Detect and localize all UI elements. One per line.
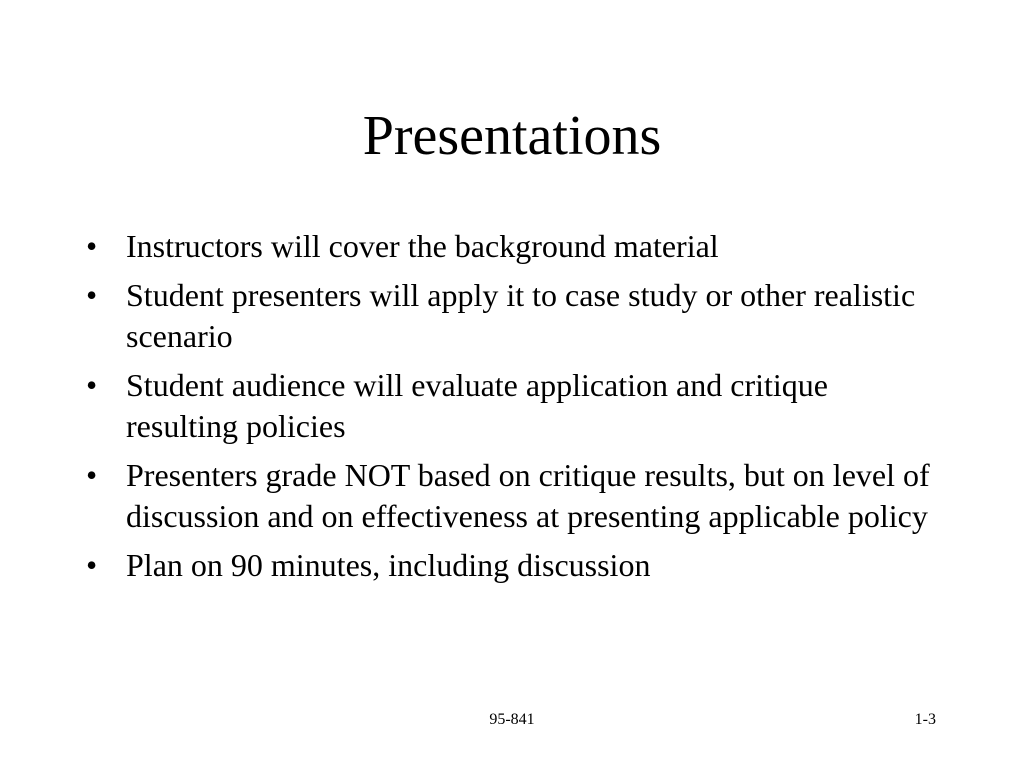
bullet-icon: • <box>86 457 98 493</box>
bullet-icon: • <box>86 228 98 264</box>
bullet-item <box>86 455 946 537</box>
bullet-text: Student presenters will apply it to case study or other realistic scenario <box>126 277 916 354</box>
bullet-item <box>86 545 946 586</box>
slide-title: Presentations <box>362 105 662 167</box>
bullet-item <box>86 275 946 357</box>
bullet-icon: • <box>86 547 98 583</box>
footer-course-number: 95-841 <box>489 711 535 728</box>
footer-page-number: 1-3 <box>914 711 936 728</box>
bullet-text: Student audience will evaluate application and critique resulting policies <box>126 367 828 444</box>
bullet-icon: • <box>86 367 98 403</box>
bullet-item <box>86 365 946 447</box>
bullet-item <box>86 226 946 267</box>
bullet-text: Presenters grade NOT based on critique results, but on level of discussion and on effectiveness at presenting applicable policy <box>126 457 930 534</box>
bullet-text: Instructors will cover the background material <box>126 228 719 264</box>
bullet-icon: • <box>86 277 98 313</box>
bullet-text: Plan on 90 minutes, including discussion <box>126 547 651 583</box>
bullet-list <box>86 226 946 594</box>
